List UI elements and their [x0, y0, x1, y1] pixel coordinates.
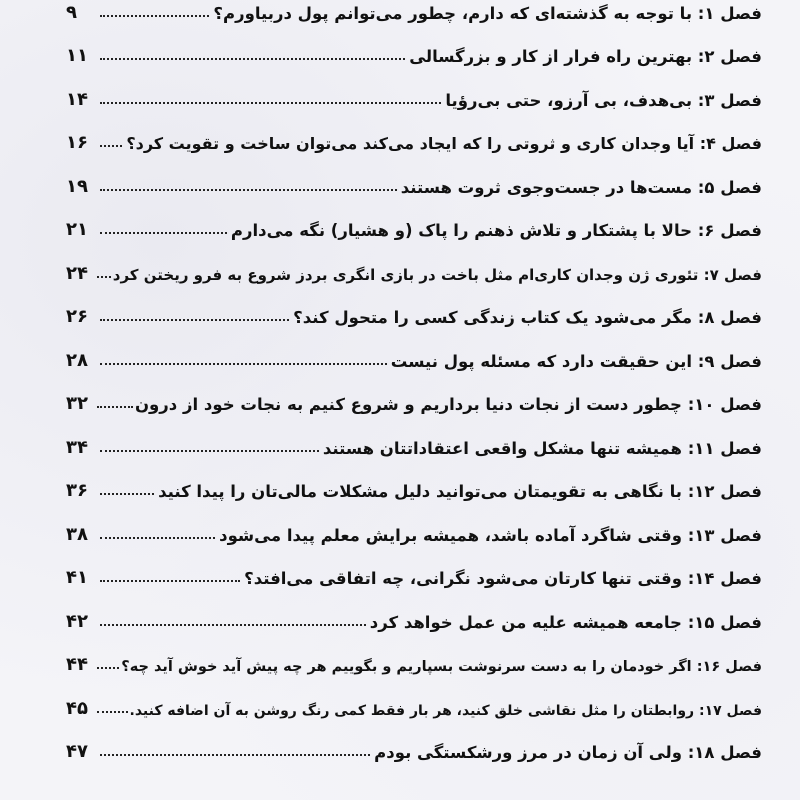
page-number: ۱۶	[66, 132, 88, 153]
toc-entry	[66, 592, 762, 636]
page-number: ۳۸	[66, 523, 88, 545]
toc-entry	[66, 549, 762, 593]
toc-entry	[66, 288, 762, 332]
dot-leader	[100, 145, 122, 147]
chapter-title: فصل ۱۸: ولی آن زمان در مرز ورشکستگی بودم	[374, 743, 762, 762]
dot-leader	[100, 580, 240, 582]
dot-leader	[97, 667, 119, 669]
toc-entry	[66, 505, 762, 549]
toc-entry	[66, 157, 762, 201]
chapter-title: فصل ۹: این حقیقت دارد که مسئله پول نیست	[390, 351, 762, 371]
page-number: ۹	[66, 1, 77, 23]
page-number: ۲۴	[66, 262, 88, 284]
chapter-title: فصل ۱۶: اگر خودمان را به دست سرنوشت بسپاریم و بگوییم هر چه پیش آید خوش آید چه؟	[121, 659, 762, 675]
toc-entry	[66, 201, 762, 245]
page-number: ۳۴	[66, 436, 88, 458]
page-number: ۴۷	[66, 741, 88, 762]
dot-leader	[100, 102, 441, 104]
chapter-title: فصل ۸: مگر می‌شود یک کتاب زندگی کسی را متحول کند؟	[293, 308, 762, 327]
chapter-title: فصل ۱۲: با نگاهی به تقویمتان می‌توانید دلیل مشکلات مالی‌تان را پیدا کنید	[158, 482, 762, 501]
toc-entry	[66, 0, 762, 27]
toc-entry	[66, 114, 762, 158]
dot-leader	[100, 15, 209, 17]
dot-leader	[100, 319, 289, 321]
chapter-title: فصل ۲: بهترین راه فرار از کار و بزرگسالی	[409, 47, 762, 66]
page-number: ۱۴	[66, 88, 88, 110]
dot-leader	[100, 58, 405, 60]
dot-leader	[100, 493, 154, 495]
toc-entry	[66, 636, 762, 680]
chapter-title: فصل ۷: تئوری ژن وجدان کاری‌ام مثل باخت در بازی انگری بردز شروع به فرو ریختن کرد	[112, 265, 762, 284]
page-number: ۳۶	[66, 480, 88, 501]
dot-leader	[100, 232, 227, 234]
dot-leader	[100, 754, 370, 756]
chapter-title: فصل ۱۷: روابطتان را مثل نقاشی خلق کنید، هر بار فقط کمی رنگ روشن به آن اضافه کنید.	[129, 702, 762, 719]
dot-leader	[100, 363, 387, 365]
page-number: ۱۱	[66, 45, 88, 66]
chapter-title: فصل ۶: حالا با پشتکار و تلاش ذهنم را پاک (و هشیار) نگه می‌دارم	[230, 221, 762, 240]
chapter-title: فصل ۱: با توجه به گذشته‌ای که دارم، چطور می‌توانم پول دربیاورم؟	[213, 3, 762, 23]
dot-leader	[97, 711, 128, 713]
page-number: ۲۶	[66, 306, 88, 327]
toc-entry	[66, 70, 762, 114]
page-number: ۱۹	[66, 175, 88, 197]
dot-leader	[97, 406, 133, 408]
toc-entry	[66, 679, 762, 723]
chapter-title: فصل ۱۰: چطور دست از نجات دنیا برداریم و شروع کنیم به نجات خود از درون	[134, 395, 762, 414]
table-of-contents	[66, 0, 762, 766]
chapter-title: فصل ۱۵: جامعه همیشه علیه من عمل خواهد کرد	[369, 612, 762, 632]
page-number: ۴۱	[66, 567, 88, 588]
toc-entry	[66, 462, 762, 506]
chapter-title: فصل ۳: بی‌هدف، بی آرزو، حتی بی‌رؤیا	[445, 90, 762, 110]
page-number: ۳۲	[66, 393, 88, 414]
page-number: ۲۸	[66, 349, 88, 371]
page-number: ۴۴	[66, 654, 88, 675]
toc-entry	[66, 375, 762, 419]
dot-leader	[100, 189, 397, 191]
page-number: ۲۱	[66, 219, 88, 240]
toc-entry	[66, 418, 762, 462]
chapter-title: فصل ۱۳: وقتی شاگرد آماده باشد، همیشه برایش معلم پیدا می‌شود	[219, 525, 762, 545]
toc-entry	[66, 27, 762, 71]
chapter-title: فصل ۴: آیا وجدان کاری و ثروتی را که ایجاد می‌کند می‌توان ساخت و تقویت کرد؟	[126, 134, 762, 153]
chapter-title: فصل ۱۴: وقتی تنها کارتان می‌شود نگرانی، چه اتفاقی می‌افتد؟	[244, 569, 762, 588]
toc-entry	[66, 723, 762, 767]
toc-entry	[66, 331, 762, 375]
chapter-title: فصل ۵: مست‌ها در جست‌وجوی ثروت هستند	[400, 177, 762, 197]
toc-entry	[66, 244, 762, 288]
dot-leader	[100, 450, 319, 452]
dot-leader	[100, 624, 366, 626]
dot-leader	[97, 276, 111, 278]
page-number: ۴۵	[66, 697, 88, 719]
dot-leader	[100, 537, 215, 539]
page-number: ۴۲	[66, 610, 88, 632]
chapter-title: فصل ۱۱: همیشه تنها مشکل واقعی اعتقاداتتان هستند	[322, 438, 762, 458]
